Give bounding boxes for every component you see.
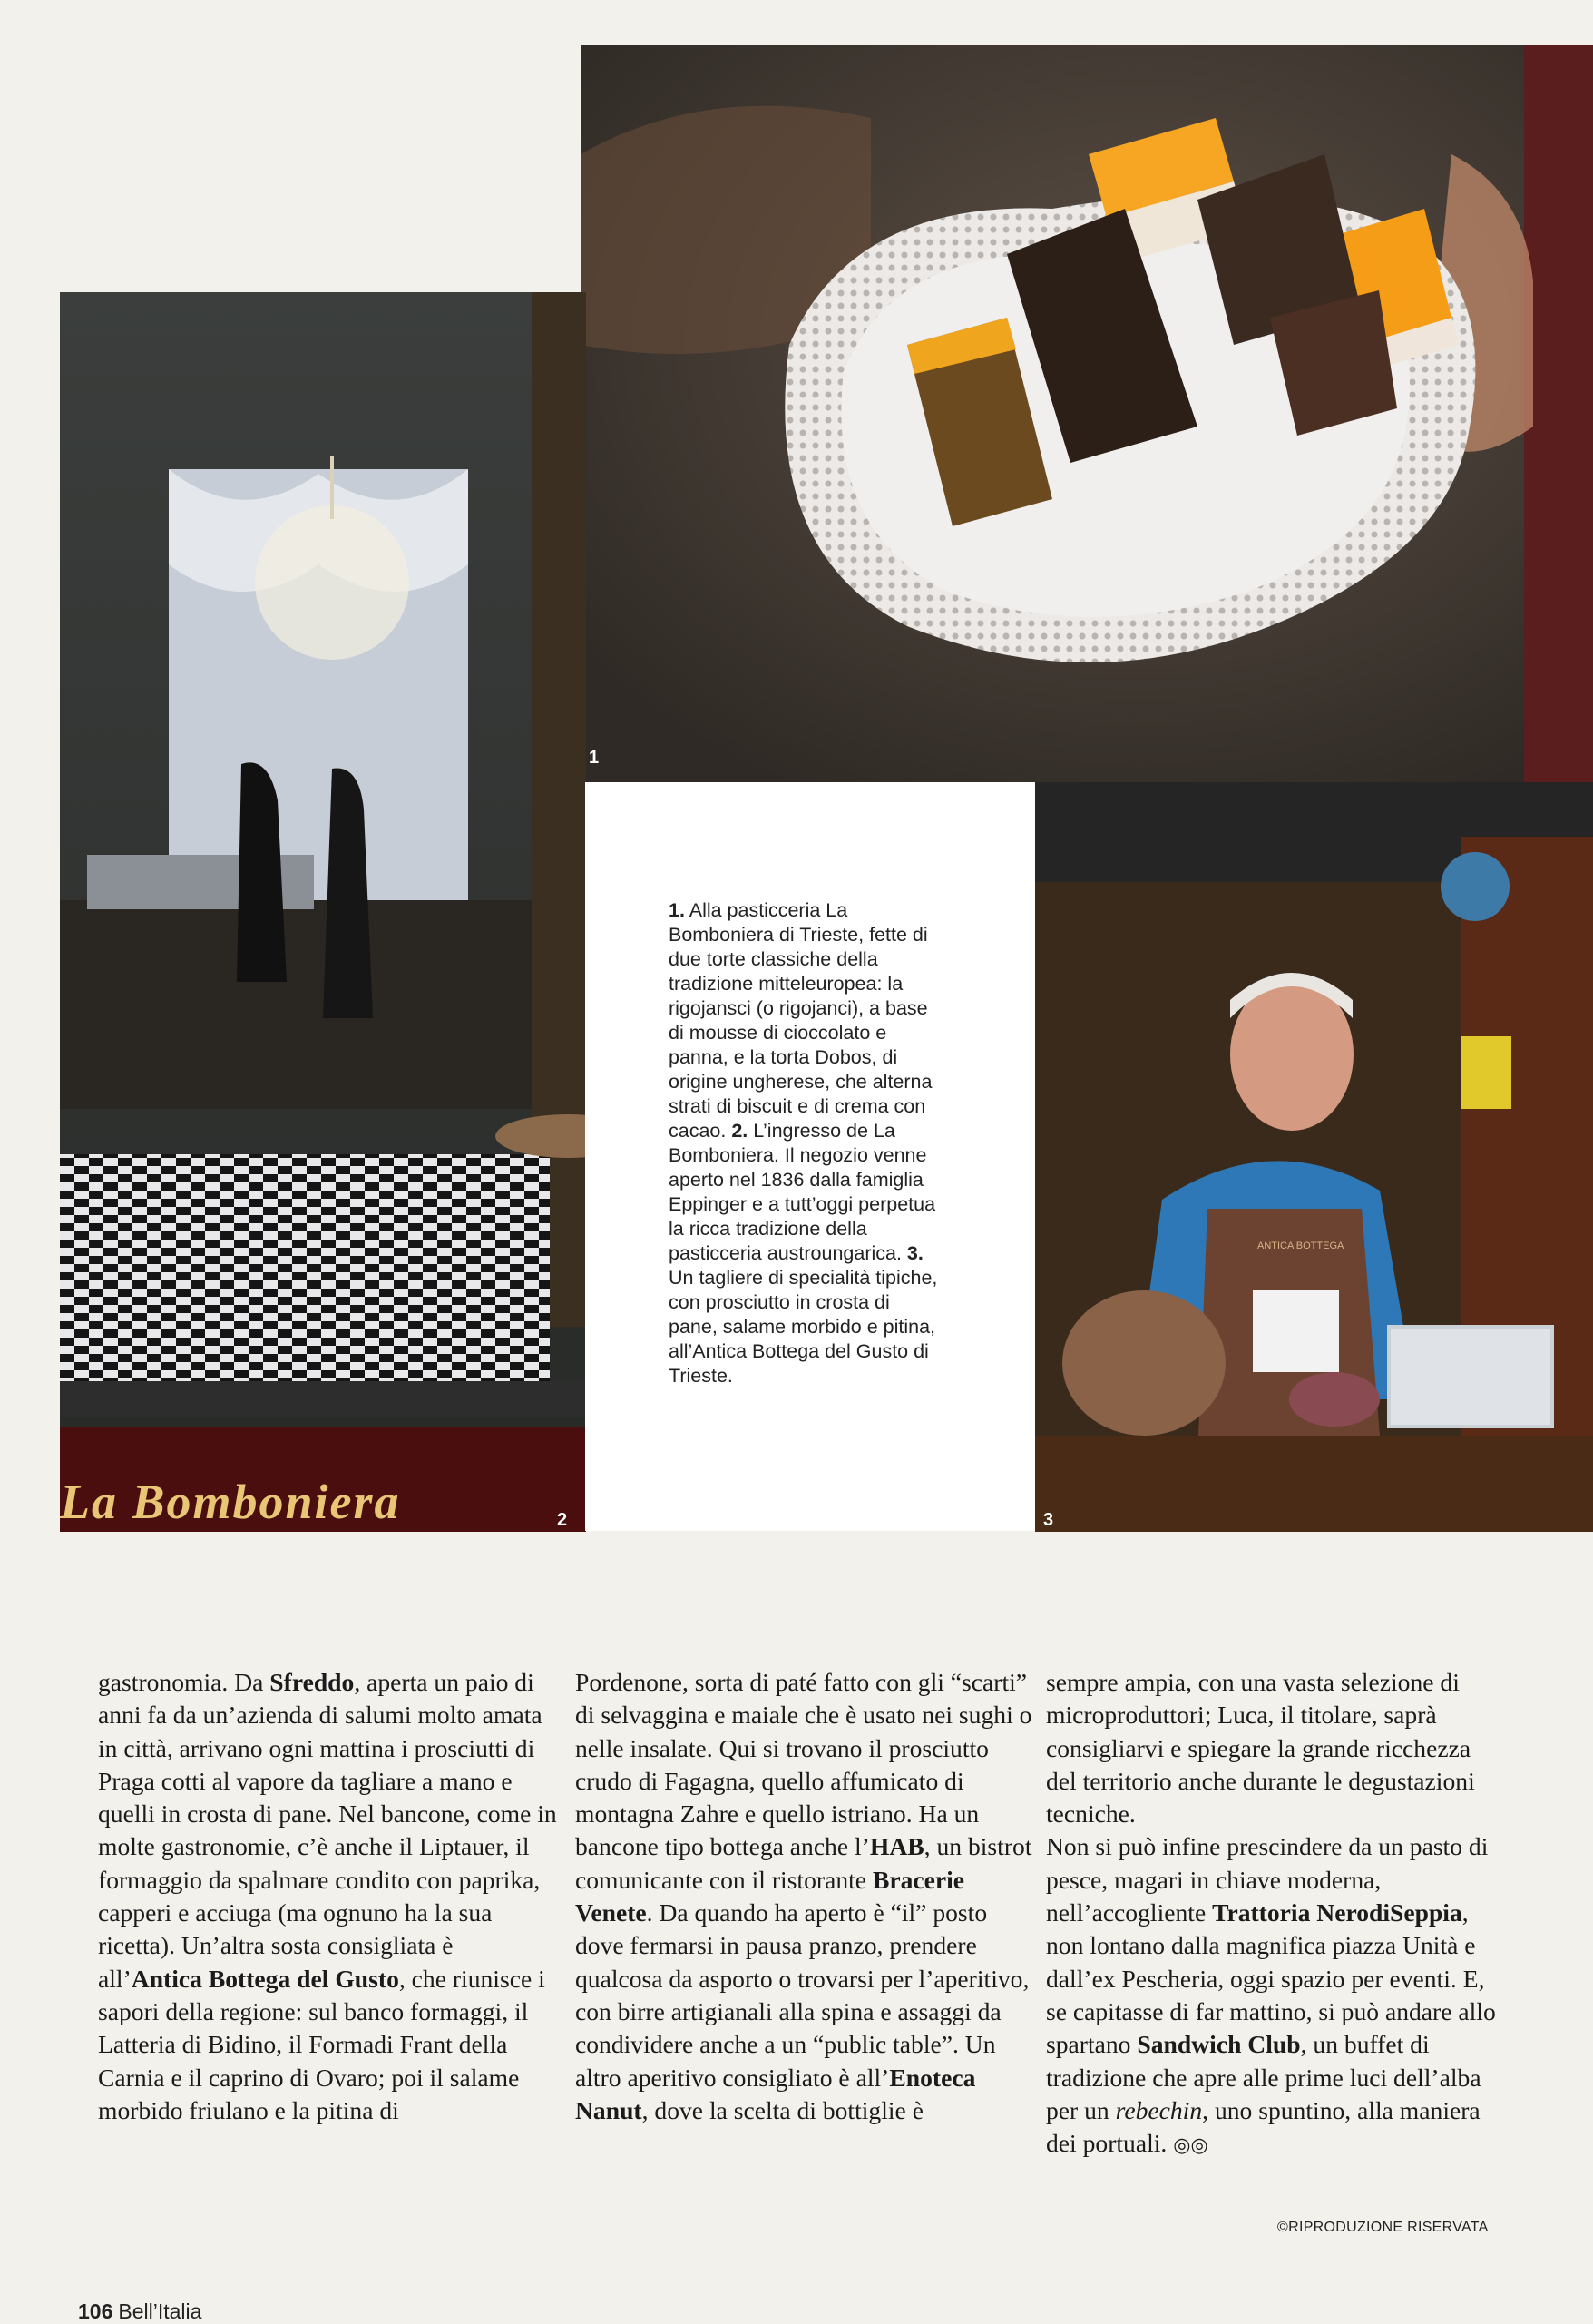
bomboniera-sign-text: La Bomboniera <box>60 1479 401 1529</box>
caption-number-1: 1. <box>669 899 685 921</box>
text-run: Non si può infine prescindere da un pasto di pesce, magari in chiave moderna, nell’accogliente <box>1046 1832 1489 1927</box>
photo2-number: 2 <box>557 1510 568 1530</box>
venue-enoteca-nanut: Enoteca Nanut <box>575 2063 976 2124</box>
bottega-illustration <box>1035 782 1593 1532</box>
article-column-1 <box>98 1666 559 2127</box>
caption-text-3: Un tagliere di specialità tipiche, con prosciutto in crosta di pane, salame morbido e pitina, all’Antica Bottega del Gusto di Trieste. <box>669 1267 938 1387</box>
venue-trattoria-nerodiseppia: Trattoria NerodiSeppia <box>1212 1898 1462 1927</box>
article-column-3 <box>1046 1666 1507 2162</box>
photo-bomboniera-entrance <box>60 292 586 1532</box>
term-rebechin: rebechin <box>1115 2095 1203 2124</box>
text-run: . Da quando ha aperto è “il” posto dove fermarsi in pausa pranzo, prendere qualcosa da asporto o trovarsi per l’aperitivo, con birre artigianali alla spina e assaggi da condividere anche a un “public table”. Un altro aperitivo consigliato è all’ <box>575 1898 1030 2092</box>
caption-number-2: 2. <box>731 1120 748 1142</box>
venue-bracerie-venete: Bracerie Venete <box>575 1865 965 1927</box>
caption-box <box>585 782 1035 1531</box>
entrance-illustration <box>60 292 586 1532</box>
text-run: , aperta un paio di anni fa da un’azienda di salumi molto amata in città, arrivano ogni mattina i prosciutti di Praga cotti al vapore da tagliare a mano e quelli in crosta di pane. Nel bancone, come in molte gastronomie, c’è anche il Liptauer, il formaggio da spalmare condito con paprika, capperi e acciuga (ma ognuno ha la sua ricetta). Un’altra sosta consigliata è all’ <box>98 1668 557 1993</box>
bomboniera-sign <box>60 1479 577 1530</box>
page-footer <box>78 2299 201 2324</box>
text-run: , che riunisce i sapori della regione: sul banco formaggi, il Latteria di Bidino, il Formadi Frant della Carnia e il caprino di Ovaro; poi il salame morbido friulano e la pitina di <box>98 1964 545 2124</box>
photo-cakes <box>581 45 1593 782</box>
copyright-notice: ©RIPRODUZIONE RISERVATA <box>1277 2220 1489 2235</box>
column-1-paragraph <box>98 1666 559 2127</box>
article-column-2 <box>575 1666 1036 2127</box>
column-2-paragraph <box>575 1666 1036 2127</box>
photo-antica-bottega <box>1035 782 1593 1532</box>
photo3-number: 3 <box>1043 1510 1054 1530</box>
caption-text-1: Alla pasticceria La Bomboniera di Trieste, fette di due torte classiche della tradizione mitteleuropea: la rigojansci (o rigojanci), a base di mousse di cioccolato e panna, e la torta Dobos, di origine ungherese, che alterna strati di biscuit e di crema con cacao. <box>669 899 933 1142</box>
photo1-number: 1 <box>589 748 600 768</box>
text-run: , un buffet di tradizione che apre alle prime luci dell’alba per un <box>1046 2030 1481 2124</box>
text-run: , uno spuntino, alla maniera dei portuali. <box>1046 2095 1481 2158</box>
venue-sfreddo: Sfreddo <box>269 1668 355 1696</box>
text-run: , dove la scelta di bottiglie è <box>641 2095 924 2124</box>
column-3-paragraph-1 <box>1046 1666 1507 1830</box>
text-run: sempre ampia, con una vasta selezione di microproduttori; Luca, il titolare, saprà consigliarvi e spiegare la grande ricchezza del territorio anche durante le degustazioni tecniche. <box>1046 1668 1475 1829</box>
caption-number-3: 3. <box>906 1242 924 1264</box>
column-3-paragraph-2 <box>1046 1830 1507 2162</box>
text-run: gastronomia. Da <box>98 1668 270 1696</box>
text-run: , non lontano dalla magnifica piazza Unità e dall’ex Pescheria, oggi spazio per eventi. E, se capitasse di far mattino, si può andare allo spartano <box>1046 1898 1496 2059</box>
magazine-name: Bell’Italia <box>118 2299 202 2323</box>
text-run: Pordenone, sorta di paté fatto con gli “scarti” di selvaggina e maiale che è usato nei sughi o nelle insalate. Qui si trovano il prosciutto crudo di Fagagna, quello affumicato di montagna Zahre e quello istriano. Ha un bancone tipo bottega anche l’ <box>575 1668 1032 1861</box>
venue-sandwich-club: Sandwich Club <box>1137 2030 1301 2059</box>
apron-logo: ANTICA BOTTEGA <box>1257 1240 1344 1251</box>
cakes-illustration <box>581 45 1593 782</box>
text-run: , un bistrot comunicante con il ristorante <box>575 1832 1032 1894</box>
venue-antica-bottega: Antica Bottega del Gusto <box>131 1964 399 1993</box>
photo-caption <box>669 898 941 1388</box>
end-mark-icon: ◎◎ <box>1173 2133 1208 2157</box>
page-number: 106 <box>78 2299 113 2323</box>
venue-hab: HAB <box>869 1832 924 1861</box>
caption-text-2: L’ingresso de La Bomboniera. Il negozio venne aperto nel 1836 dalla famiglia Eppinger e a tutt’oggi perpetua la ricca tradizione della pasticceria austroungarica. <box>669 1120 936 1264</box>
